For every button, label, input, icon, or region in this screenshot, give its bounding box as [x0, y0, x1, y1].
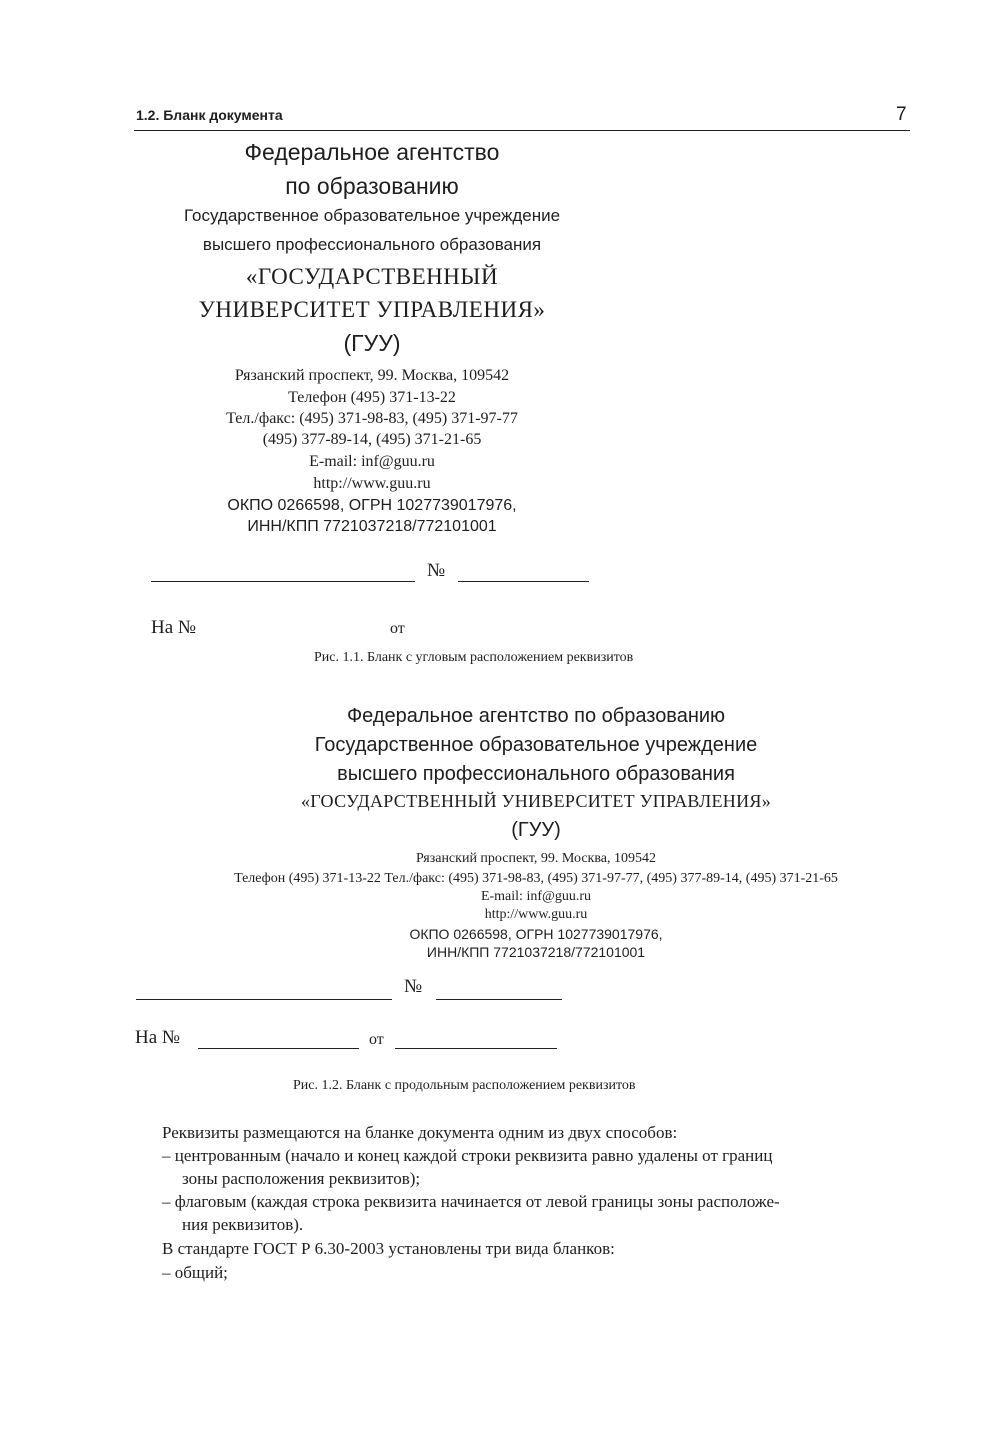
date-field-line [136, 999, 392, 1000]
header-rule [134, 130, 910, 131]
address: Рязанский проспект, 99. Москва, 109542 [234, 367, 510, 384]
number-label: № [404, 976, 423, 997]
reply-date-field-line [395, 1048, 557, 1049]
institution-line-2: высшего профессионального образования [202, 235, 542, 254]
figure-caption: Рис. 1.1. Бланк с угловым расположением реквизитов [314, 650, 634, 665]
list-item-centered-continued: зоны расположения реквизитов); [182, 1169, 421, 1188]
section-title: 1.2. Бланк документа [136, 107, 283, 123]
university-name-line-1: «ГОСУДАРСТВЕННЫЙ [245, 264, 499, 289]
okpo-ogrn: ОКПО 0266598, ОГРН 1027739017976, [409, 926, 663, 942]
website: http://www.guu.ru [484, 907, 588, 922]
figure-caption: Рис. 1.2. Бланк с продольным расположением реквизитов [293, 1078, 636, 1093]
body-line: В стандарте ГОСТ Р 6.30-2003 установлены три вида бланков: [162, 1239, 615, 1258]
inn-kpp: ИНН/КПП 7721037218/772101001 [247, 518, 497, 535]
institution-line-2: высшего профессионального образования [337, 763, 735, 785]
list-item-general: – общий; [162, 1263, 228, 1282]
address: Рязанский проспект, 99. Москва, 109542 [416, 851, 656, 866]
email: E-mail: inf@guu.ru [480, 889, 592, 904]
list-item-flag-continued: ния реквизитов). [182, 1215, 304, 1234]
number-field-line [458, 581, 589, 582]
agency-line: Федеральное агентство по образованию [346, 705, 726, 727]
university-name-line-2: УНИВЕРСИТЕТ УПРАВЛЕНИЯ» [198, 297, 546, 322]
website: http://www.guu.ru [313, 475, 431, 492]
reply-date-label: от [369, 1031, 384, 1048]
reply-number-label: На № [135, 1027, 181, 1048]
reply-date-label: от [390, 620, 405, 637]
reply-number-label: На № [151, 617, 197, 638]
okpo-ogrn: ОКПО 0266598, ОГРН 1027739017976, [227, 497, 517, 514]
fax-line-2: (495) 377-89-14, (495) 371-21-65 [262, 431, 482, 448]
agency-line-2: по образованию [285, 173, 459, 199]
reply-number-field-line [198, 1048, 359, 1049]
number-field-line [436, 999, 562, 1000]
university-abbreviation: (ГУУ) [343, 330, 401, 356]
list-item-flag: – флаговым (каждая строка реквизита начинается от левой границы зоны расположе- [162, 1192, 780, 1211]
university-name: «ГОСУДАРСТВЕННЫЙ УНИВЕРСИТЕТ УПРАВЛЕНИЯ» [300, 791, 772, 811]
body-line: Реквизиты размещаются на бланке документа одним из двух способов: [162, 1123, 678, 1142]
date-field-line [151, 581, 415, 582]
institution-line-1: Государственное образовательное учреждение [183, 206, 561, 225]
institution-line-1: Государственное образовательное учреждение [314, 734, 758, 756]
number-label: № [427, 560, 446, 581]
list-item-centered: – центрованным (начало и конец каждой строки реквизита равно удалены от границ [162, 1146, 773, 1165]
university-abbreviation: (ГУУ) [511, 819, 561, 841]
inn-kpp: ИНН/КПП 7721037218/772101001 [426, 944, 646, 960]
agency-line-1: Федеральное агентство [244, 139, 500, 165]
page-number: 7 [896, 104, 907, 125]
email: E-mail: inf@guu.ru [309, 453, 435, 470]
phone-fax: Телефон (495) 371-13-22 Тел./факс: (495) 371-98-83, (495) 371-97-77, (495) 377-89-14, (495) 371-21-65 [234, 871, 838, 886]
phone: Телефон (495) 371-13-22 [288, 389, 456, 406]
fax-line-1: Тел./факс: (495) 371-98-83, (495) 371-97-77 [226, 410, 518, 427]
